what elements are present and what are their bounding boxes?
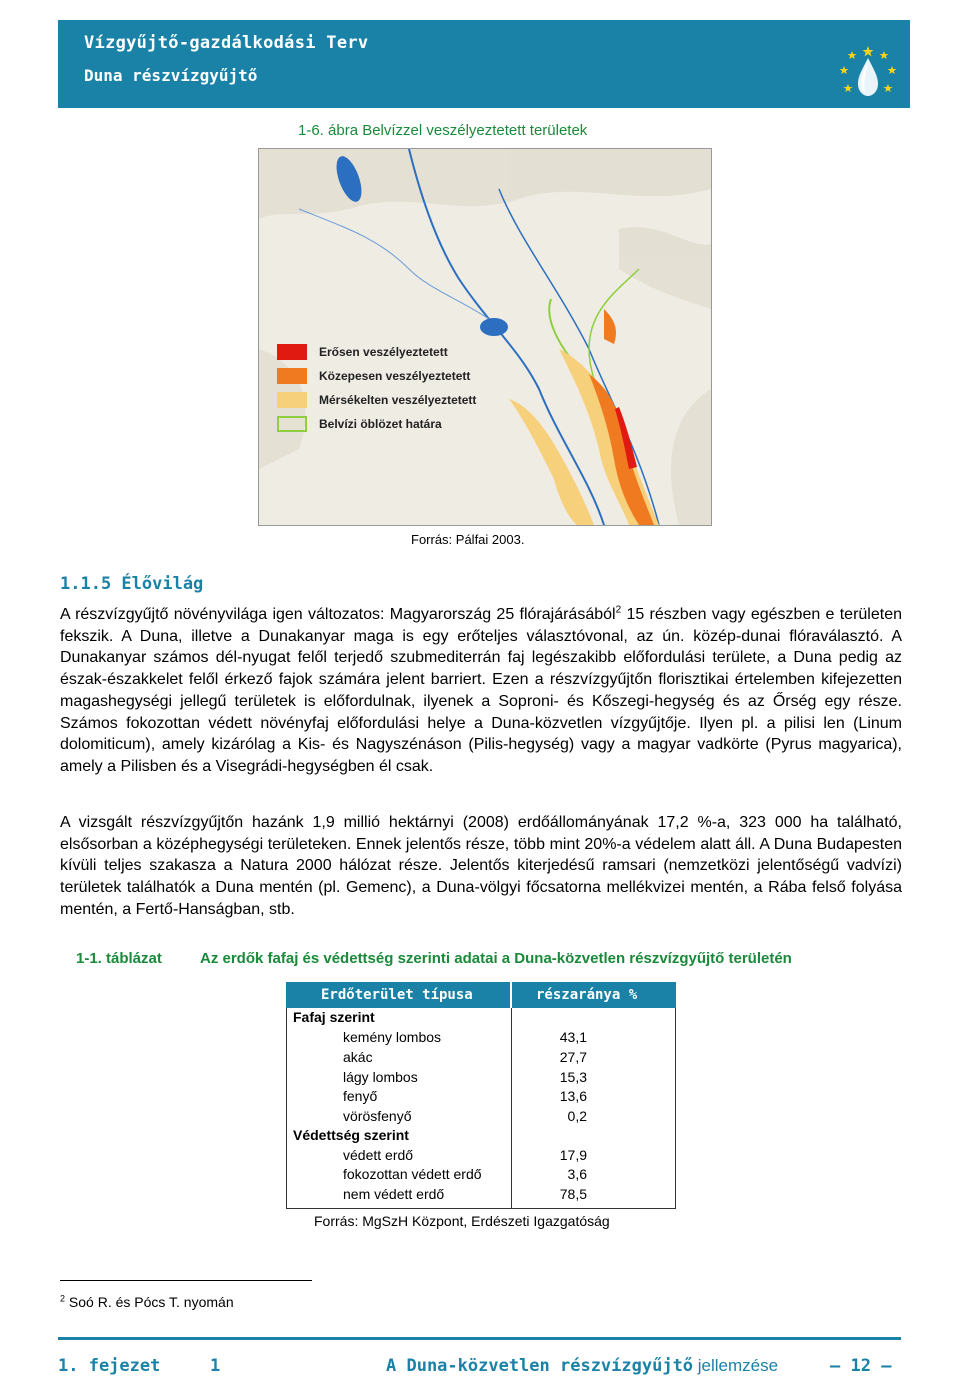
legend-swatch-outline [277,416,307,432]
table-source: Forrás: MgSzH Központ, Erdészeti Igazgatóság [314,1213,610,1229]
paragraph-text: A részvízgyűjtő növényvilága igen változatos: Magyarország 25 flórajárásából [60,606,616,623]
row-value: 13,6 [559,1088,587,1104]
footnote-text: Soó R. és Pócs T. nyomán [68,1294,234,1310]
legend-swatch-red [277,344,307,360]
table-row [287,1028,677,1048]
row-label: fokozottan védett erdő [343,1166,482,1182]
legend-label: Közepesen veszélyeztetett [319,369,471,383]
eu-water-drop-logo [836,44,900,104]
row-label: védett erdő [343,1147,414,1163]
footer-title [386,1356,778,1376]
paragraph-1 [60,604,902,778]
table-row [287,1107,677,1127]
table-group-row [287,1008,677,1028]
footnote-divider [60,1280,312,1281]
row-value: 43,1 [559,1029,587,1045]
legend-item [277,365,477,389]
group-label: Fafaj szerint [293,1009,375,1025]
document-title: Vízgyűjtő-gazdálkodási Terv [84,33,369,53]
column-header: részaránya % [536,987,638,1003]
table-title: Az erdők fafaj és védettség szerinti adatai a Duna-közvetlen részvízgyűjtő területén [200,950,792,967]
table-row [287,1146,677,1166]
row-label: kemény lombos [343,1029,442,1045]
row-value: 0,2 [567,1108,587,1124]
legend-swatch-yellow [277,392,307,408]
row-value: 27,7 [559,1049,587,1065]
row-label: vörösfenyő [343,1108,412,1124]
section-title: 1.1.5 Élővilág [60,574,204,594]
footer-title-normal: jellemzése [693,1356,779,1375]
paragraph-2: A vizsgált részvízgyűjtőn hazánk 1,9 millió hektárnyi (2008) erdőállományának 17,2 %-a, 323 000 ha található, elsősorban a középhegységi területeken. Ennek jelentős része, több mint 20%-a védelem alatt áll. A Duna Budapesten kívüli teljes szakasza a Natura 2000 hálózat része. Jelentős kiterjedésű ramsari (nemzetközi jelentőségű vadvízi) területek találhatók a Duna mentén (pl. Gemenc), a Duna-völgyi főcsatorna mellékvizei mentén, a Rába felső folyása mentén, a Fertő-Hanságban, stb. [60,814,902,918]
legend-label: Belvízi öblözet határa [319,417,442,431]
row-value: 17,9 [559,1147,587,1163]
footer-divider [58,1337,901,1340]
page-number: 12 [850,1356,871,1376]
legend-item [277,389,477,413]
figure-source: Forrás: Pálfai 2003. [411,532,525,547]
map-legend [277,341,477,437]
footer-page: — 12 — [830,1356,892,1376]
row-value: 3,6 [567,1166,587,1182]
row-label: nem védett erdő [343,1186,445,1202]
footer-chapter: 1. fejezet [58,1356,161,1376]
table-row [287,1165,677,1185]
map-graphic [259,149,711,525]
footnote-number: 2 [60,1293,66,1304]
legend-label: Erősen veszélyeztetett [319,345,448,359]
group-label: Védettség szerint [293,1127,409,1143]
footer-title-bold: A Duna-közvetlen részvízgyűjtő [386,1356,694,1376]
table-header [286,982,676,1008]
row-value: 78,5 [559,1186,587,1202]
table-row [287,1068,677,1088]
flood-risk-map [258,148,712,526]
table-group-row [287,1126,677,1146]
footnote [60,1294,234,1310]
paragraph-text: 15 részben vagy egészben e területen fekszik. A Duna, illetve a Dunakanyar maga is egy erőteljes választóvonal, az ún. közép-dunai flóraválasztó. A Dunakanyar számos dél-nyugat felől terjedő szubmediterrán faj legészakibb előfordulási területe, a Duna pedig az észak-északkelet felől érkező fajok számára jelent barriert. Ezen a részvízgyűjtőn florisztikai értelemben kifejezetten magashegységi jellegű területek is előfordulnak, ilyenek a Soproni- és Kőszegi-hegység és az Őrség egy része. Számos fokozottan védett növényfaj előfordulási helye a Duna-közvetlen vízgyűjtője. Ilyen pl. a pilisi len (Linum dolomiticum), amely kizárólag a Kis- és Nagyszénáson (Pilis-hegység) vagy a magyar vadkörte (Pyrus magyarica), amely a Pilisben és a Visegrádi-hegységben él csak. [60,606,902,775]
legend-label: Mérsékelten veszélyeztetett [319,393,477,407]
table-number: 1-1. táblázat [76,950,162,967]
table-body [286,1008,676,1209]
legend-item [277,413,477,437]
table-row [287,1087,677,1107]
figure-caption: 1-6. ábra Belvízzel veszélyeztetett területek [298,122,588,139]
footer-chapter-num: 1 [210,1356,221,1376]
document-subtitle: Duna részvízgyűjtő [84,66,258,85]
legend-swatch-orange [277,368,307,384]
row-label: fenyő [343,1088,378,1104]
row-value: 15,3 [559,1069,587,1085]
row-label: lágy lombos [343,1069,418,1085]
table-row [287,1185,677,1205]
header-bar [58,20,910,108]
row-label: akác [343,1049,373,1065]
table-row [287,1048,677,1068]
legend-item [277,341,477,365]
column-header: Erdőterület típusa [321,987,473,1003]
footnote-ref: 2 [615,604,622,616]
forest-table [286,982,676,1209]
